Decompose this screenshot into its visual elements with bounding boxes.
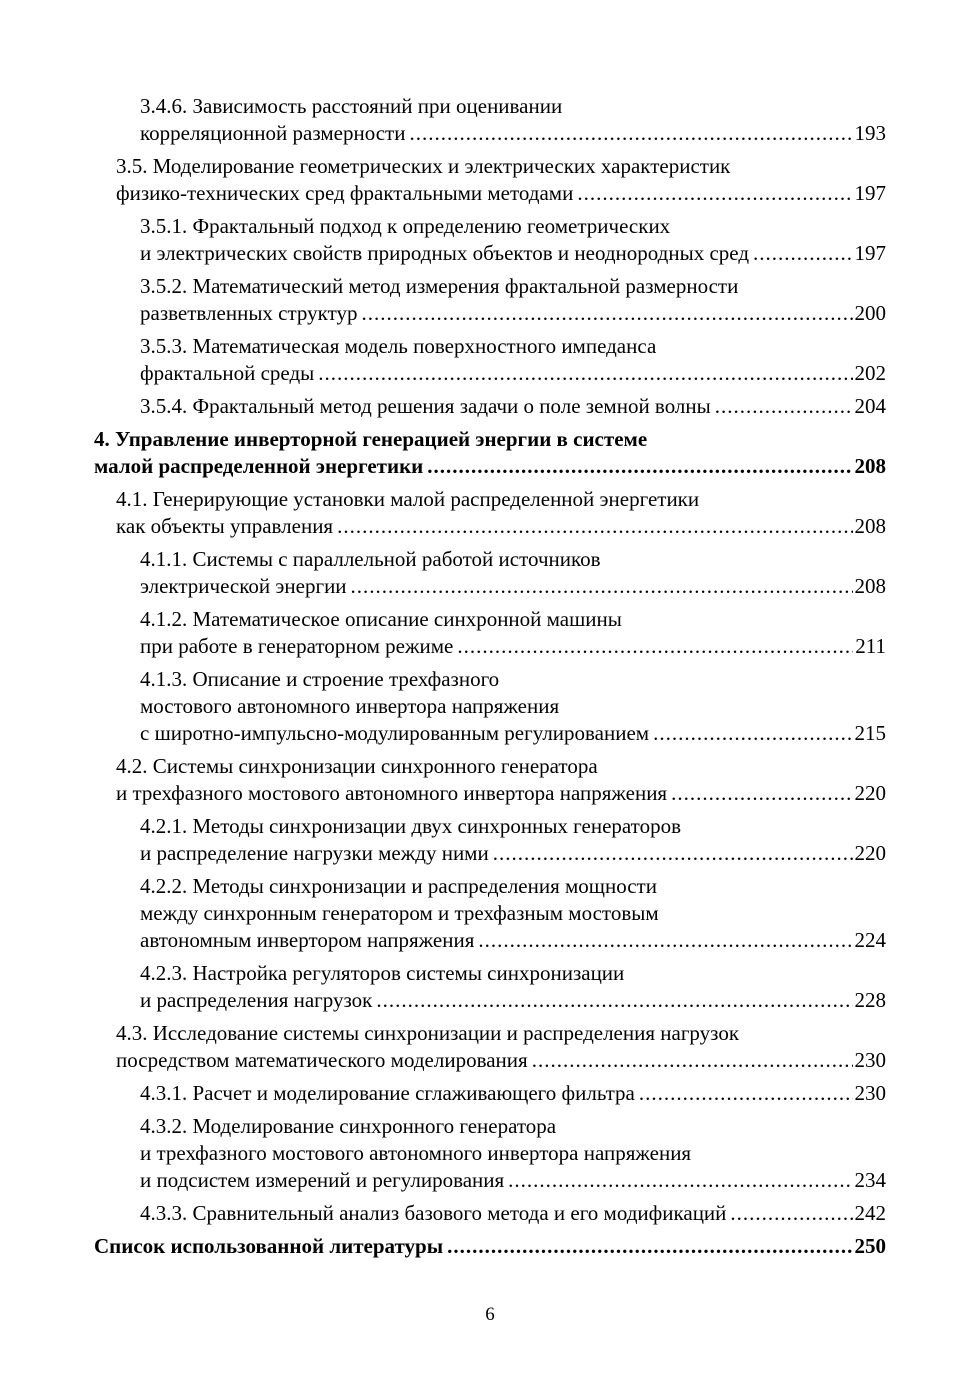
toc-entry-line: 4.3.2. Моделирование синхронного генератора (140, 1114, 557, 1138)
dot-leader (671, 780, 852, 807)
toc-entry-last-line (140, 987, 886, 1014)
dot-leader (639, 1080, 853, 1107)
dot-leader (730, 1200, 852, 1227)
dot-leader (478, 927, 852, 954)
dot-leader (409, 120, 852, 147)
dot-leader (457, 633, 853, 660)
toc-entry-last-line (140, 573, 886, 600)
toc-entry-line: 3.5.3. Математическая модель поверхностного импеданса (140, 334, 657, 358)
toc-entry-last-line (94, 453, 886, 480)
toc-entry (94, 213, 886, 267)
toc-entry-title: фрактальной среды (140, 361, 315, 385)
toc-entry-last-line (140, 360, 886, 387)
toc-entry-line: 3.5.1. Фрактальный подход к определению геометрических (140, 214, 671, 238)
toc-page-number: 215 (854, 721, 886, 745)
toc-entry (94, 1113, 886, 1194)
toc-page-number: 204 (854, 394, 886, 418)
dot-leader (508, 1167, 852, 1194)
toc-page-number: 200 (854, 301, 886, 325)
dot-leader (362, 300, 853, 327)
toc-entry-line: мостового автономного инвертора напряжения (140, 694, 560, 718)
dot-leader (577, 180, 852, 207)
toc-page-number: 242 (854, 1201, 886, 1225)
dot-leader (318, 360, 852, 387)
toc-page-number: 208 (854, 454, 886, 478)
toc-entry-line: 4. Управление инверторной генерацией энергии в системе (94, 427, 648, 451)
toc-page-number: 220 (854, 781, 886, 805)
dot-leader (532, 1047, 853, 1074)
toc-page-number: 208 (854, 574, 886, 598)
toc-entry-line: 3.4.6. Зависимость расстояний при оценивании (140, 94, 563, 118)
toc-entry-line: 4.1.3. Описание и строение трехфазного (140, 667, 500, 691)
toc-entry-title: и трехфазного мостового автономного инвертора напряжения (116, 781, 668, 805)
toc-entry-last-line (116, 1047, 886, 1074)
toc-entry (94, 873, 886, 954)
toc-entry (94, 393, 886, 420)
toc-entry-last-line (116, 513, 886, 540)
toc-entry-title: физико-технических сред фрактальными методами (116, 181, 574, 205)
dot-leader (337, 513, 852, 540)
toc-entry-last-line (116, 180, 886, 207)
table-of-contents (94, 93, 886, 1266)
toc-entry-line: 4.1.2. Математическое описание синхронной машины (140, 607, 622, 631)
toc-entry-last-line (140, 120, 886, 147)
toc-entry-last-line (140, 720, 886, 747)
dot-leader (715, 393, 853, 420)
dot-leader (351, 573, 853, 600)
toc-entry-line: 4.1. Генерирующие установки малой распределенной энергетики (116, 487, 700, 511)
toc-entry-line: 3.5. Моделирование геометрических и электрических характеристик (116, 154, 731, 178)
toc-entry-title: и распределение нагрузки между ними (140, 841, 489, 865)
toc-entry-line: 4.2.3. Настройка регуляторов системы синхронизации (140, 961, 625, 985)
toc-entry (94, 960, 886, 1014)
toc-entry-title: разветвленных структур (140, 301, 358, 325)
toc-entry-title: Список использованной литературы (94, 1234, 444, 1258)
toc-entry-line: между синхронным генератором и трехфазным мостовым (140, 901, 659, 925)
toc-entry-title: с широтно-импульсно-модулированным регулированием (140, 721, 650, 745)
toc-entry (94, 1080, 886, 1107)
toc-entry-last-line (140, 240, 886, 267)
toc-entry-line: и трехфазного мостового автономного инвертора напряжения (140, 1141, 692, 1165)
toc-entry-line: 4.3. Исследование системы синхронизации и распределения нагрузок (116, 1021, 740, 1045)
toc-page-number: 250 (854, 1234, 886, 1258)
page-number: 6 (485, 1304, 495, 1325)
toc-entry-last-line (140, 1080, 886, 1107)
toc-entry (94, 153, 886, 207)
dot-leader (753, 240, 852, 267)
toc-page-number: 220 (854, 841, 886, 865)
toc-entry-line: 4.2.2. Методы синхронизации и распределения мощности (140, 874, 657, 898)
toc-entry-line: 4.1.1. Системы с параллельной работой источников (140, 547, 601, 571)
dot-leader (447, 1233, 852, 1260)
toc-entry-title: при работе в генераторном режиме (140, 634, 454, 658)
toc-entry-title: малой распределенной энергетики (94, 454, 424, 478)
toc-entry (94, 813, 886, 867)
toc-entry (94, 546, 886, 600)
toc-entry-title: и электрических свойств природных объектов и неоднородных сред (140, 241, 750, 265)
toc-entry (94, 426, 886, 480)
toc-page-number: 202 (854, 361, 886, 385)
toc-entry-title: электрической энергии (140, 574, 347, 598)
toc-entry-last-line (140, 393, 886, 420)
toc-entry-last-line (140, 633, 886, 660)
toc-entry-line: 4.2.1. Методы синхронизации двух синхронных генераторов (140, 814, 681, 838)
toc-entry-title: и распределения нагрузок (140, 988, 373, 1012)
toc-entry-line: 4.2. Системы синхронизации синхронного генератора (116, 754, 598, 778)
toc-entry (94, 273, 886, 327)
toc-entry-last-line (116, 780, 886, 807)
toc-page-number: 230 (854, 1081, 886, 1105)
toc-entry-last-line (140, 1200, 886, 1227)
dot-leader (493, 840, 853, 867)
toc-entry (94, 606, 886, 660)
toc-entry (94, 1020, 886, 1074)
toc-entry-last-line (140, 927, 886, 954)
toc-entry (94, 486, 886, 540)
toc-entry-last-line (140, 1167, 886, 1194)
toc-entry (94, 666, 886, 747)
toc-page-number: 197 (854, 241, 886, 265)
toc-page-number: 197 (854, 181, 886, 205)
toc-page-number: 228 (854, 988, 886, 1012)
toc-entry-title: автономным инвертором напряжения (140, 928, 475, 952)
toc-entry (94, 753, 886, 807)
toc-entry-title: 3.5.4. Фрактальный метод решения задачи о поле земной волны (140, 394, 711, 418)
dot-leader (653, 720, 852, 747)
toc-page-number: 193 (854, 121, 886, 145)
toc-entry (94, 333, 886, 387)
toc-entry-title: посредством математического моделирования (116, 1048, 528, 1072)
toc-page-number: 234 (854, 1168, 886, 1192)
toc-entry-title: как объекты управления (116, 514, 334, 538)
toc-entry-title: и подсистем измерений и регулирования (140, 1168, 505, 1192)
toc-page-number: 208 (854, 514, 886, 538)
toc-entry-line: 3.5.2. Математический метод измерения фрактальной размерности (140, 274, 739, 298)
toc-page-number: 230 (854, 1048, 886, 1072)
toc-entry-last-line (94, 1233, 886, 1260)
toc-entry (94, 93, 886, 147)
toc-entry-last-line (140, 300, 886, 327)
toc-entry-title: корреляционной размерности (140, 121, 406, 145)
dot-leader (376, 987, 852, 1014)
toc-entry-title: 4.3.3. Сравнительный анализ базового метода и его модификаций (140, 1201, 727, 1225)
toc-entry (94, 1233, 886, 1260)
toc-entry-last-line (140, 840, 886, 867)
toc-entry (94, 1200, 886, 1227)
toc-page-number: 224 (854, 928, 886, 952)
dot-leader (427, 453, 852, 480)
toc-entry-title: 4.3.1. Расчет и моделирование сглаживающего фильтра (140, 1081, 635, 1105)
toc-page-number: 211 (855, 634, 886, 658)
